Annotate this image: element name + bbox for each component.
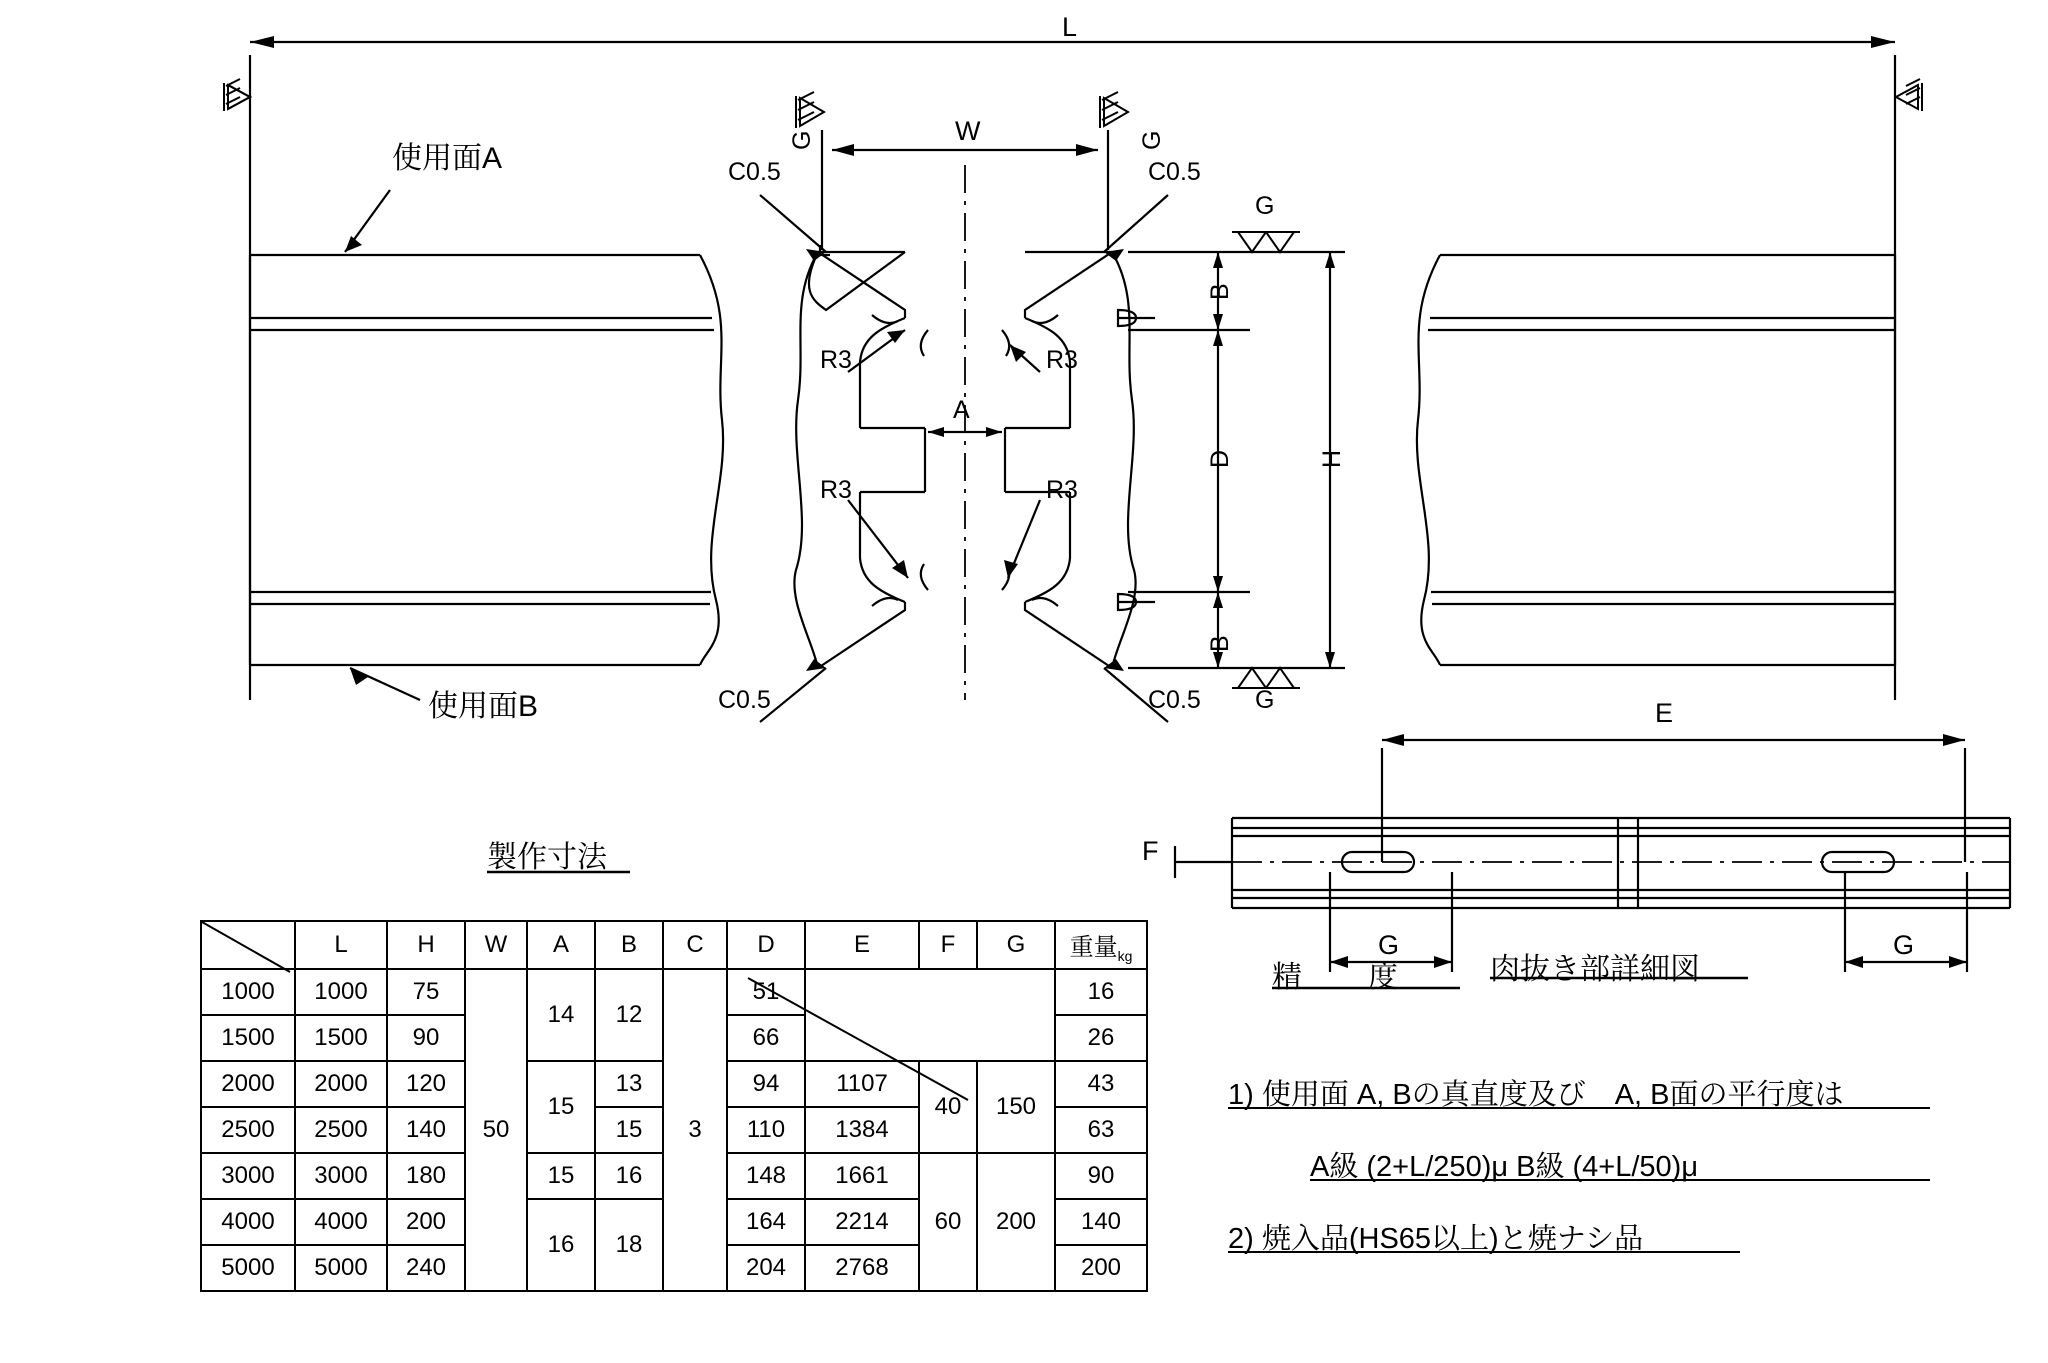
cell-E: 1107 xyxy=(805,1061,919,1107)
radius-label-bottom-left: R3 xyxy=(820,476,852,504)
radius-label-bottom-right: R3 xyxy=(1046,476,1078,504)
finish-symbol-G-top-right: G xyxy=(1138,130,1166,150)
cell-D: 148 xyxy=(727,1153,805,1199)
header-weight-text: 重量 xyxy=(1069,933,1118,961)
cell-G: 150 xyxy=(977,1061,1055,1153)
header-G: G xyxy=(977,921,1055,969)
dimension-label-A: A xyxy=(953,396,970,424)
cell-E: 1661 xyxy=(805,1153,919,1199)
detail-dimension-label-F: F xyxy=(1142,836,1159,866)
header-B: B xyxy=(595,921,663,969)
cell-D: 164 xyxy=(727,1199,805,1245)
header-C: C xyxy=(663,921,727,969)
radius-label-top-right: R3 xyxy=(1046,346,1078,374)
cell-H: 90 xyxy=(387,1015,465,1061)
dimension-label-L: L xyxy=(1062,12,1078,42)
table-title: 製作寸法 xyxy=(487,841,607,874)
finish-symbol-G-right-bottom: G xyxy=(1255,686,1275,714)
header-E: E xyxy=(805,921,919,969)
cell-D: 51 xyxy=(727,969,805,1015)
header-weight xyxy=(1055,921,1147,969)
dimension-label-H: H xyxy=(1318,449,1346,468)
cell-weight: 16 xyxy=(1055,969,1147,1015)
cell-B: 16 xyxy=(595,1153,663,1199)
cell-D: 204 xyxy=(727,1245,805,1291)
chamfer-label-top-left: C0.5 xyxy=(728,158,781,186)
cell-L: 1500 xyxy=(295,1015,387,1061)
cell-H: 140 xyxy=(387,1107,465,1153)
cell-D: 66 xyxy=(727,1015,805,1061)
table-header-row xyxy=(201,921,1147,969)
header-weight-unit: kg xyxy=(1117,947,1133,964)
cell-A: 15 xyxy=(527,1153,595,1199)
cell-weight: 140 xyxy=(1055,1199,1147,1245)
cell-H: 240 xyxy=(387,1245,465,1291)
cell-L: 5000 xyxy=(295,1245,387,1291)
finish-symbol-G-right-top: G xyxy=(1255,192,1275,220)
cell-L: 4000 xyxy=(295,1199,387,1245)
cell-A: 14 xyxy=(527,969,595,1061)
cell-weight: 43 xyxy=(1055,1061,1147,1107)
cell-H: 75 xyxy=(387,969,465,1015)
chamfer-label-top-right: C0.5 xyxy=(1148,158,1201,186)
cell-C: 3 xyxy=(663,969,727,1291)
accuracy-title: 精 度 xyxy=(1272,961,1400,994)
detail-dimension-label-G-right: G xyxy=(1893,930,1915,960)
cell-F: 40 xyxy=(919,1061,977,1153)
header-H: H xyxy=(387,921,465,969)
cell-L: 1000 xyxy=(295,969,387,1015)
cell-D: 94 xyxy=(727,1061,805,1107)
cell-weight: 200 xyxy=(1055,1245,1147,1291)
finish-symbol-G-top-left: G xyxy=(788,130,816,150)
cell-A: 15 xyxy=(527,1061,595,1153)
cell-code: 1500 xyxy=(201,1015,295,1061)
cell-weight: 63 xyxy=(1055,1107,1147,1153)
cell-E: 1384 xyxy=(805,1107,919,1153)
accuracy-note-1: 1) 使用面 A, Bの真直度及び A, B面の平行度は xyxy=(1228,1079,1844,1111)
cell-B: 15 xyxy=(595,1107,663,1153)
radius-label-top-left: R3 xyxy=(820,346,852,374)
detail-dimension-label-E: E xyxy=(1655,698,1674,728)
cell-L: 3000 xyxy=(295,1153,387,1199)
cell-G: 200 xyxy=(977,1153,1055,1291)
accuracy-note-2: 2) 焼入品(HS65以上)と焼ナシ品 xyxy=(1228,1223,1644,1255)
cell-F: 60 xyxy=(919,1153,977,1291)
header-F: F xyxy=(919,921,977,969)
cell-D: 110 xyxy=(727,1107,805,1153)
cell-weight: 90 xyxy=(1055,1153,1147,1199)
cell-EFG-blank xyxy=(805,969,1055,1061)
cell-code: 4000 xyxy=(201,1199,295,1245)
cell-code: 1000 xyxy=(201,969,295,1015)
dimension-label-B-top: B xyxy=(1206,283,1234,300)
cell-W: 50 xyxy=(465,969,527,1291)
cell-H: 120 xyxy=(387,1061,465,1107)
cell-H: 180 xyxy=(387,1153,465,1199)
chamfer-label-bottom-right: C0.5 xyxy=(1148,686,1201,714)
detail-dimension-label-G-left: G xyxy=(1378,930,1400,960)
dimension-table xyxy=(200,920,1148,1292)
cell-code: 5000 xyxy=(201,1245,295,1291)
table-row xyxy=(201,969,1147,1015)
dimension-label-W: W xyxy=(955,116,981,146)
cell-code: 2500 xyxy=(201,1107,295,1153)
cell-E: 2214 xyxy=(805,1199,919,1245)
detail-view-title: 肉抜き部詳細図 xyxy=(1490,953,1700,986)
header-D: D xyxy=(727,921,805,969)
cell-code: 3000 xyxy=(201,1153,295,1199)
cell-E: 2768 xyxy=(805,1245,919,1291)
dimension-label-B-bottom: B xyxy=(1206,635,1234,652)
cell-L: 2500 xyxy=(295,1107,387,1153)
cell-code: 2000 xyxy=(201,1061,295,1107)
header-corner xyxy=(201,921,295,969)
header-A: A xyxy=(527,921,595,969)
header-L: L xyxy=(295,921,387,969)
cell-L: 2000 xyxy=(295,1061,387,1107)
cell-weight: 26 xyxy=(1055,1015,1147,1061)
header-W: W xyxy=(465,921,527,969)
cell-B: 13 xyxy=(595,1061,663,1107)
surface-label-B: 使用面B xyxy=(428,690,539,723)
chamfer-label-bottom-left: C0.5 xyxy=(718,686,771,714)
dimension-label-D: D xyxy=(1206,449,1234,468)
cell-B: 18 xyxy=(595,1199,663,1291)
accuracy-note-1-grades: A級 (2+L/250)μ B級 (4+L/50)μ xyxy=(1310,1151,1699,1183)
cell-B: 12 xyxy=(595,969,663,1061)
cell-A: 16 xyxy=(527,1199,595,1291)
surface-label-A: 使用面A xyxy=(392,142,503,175)
cell-H: 200 xyxy=(387,1199,465,1245)
